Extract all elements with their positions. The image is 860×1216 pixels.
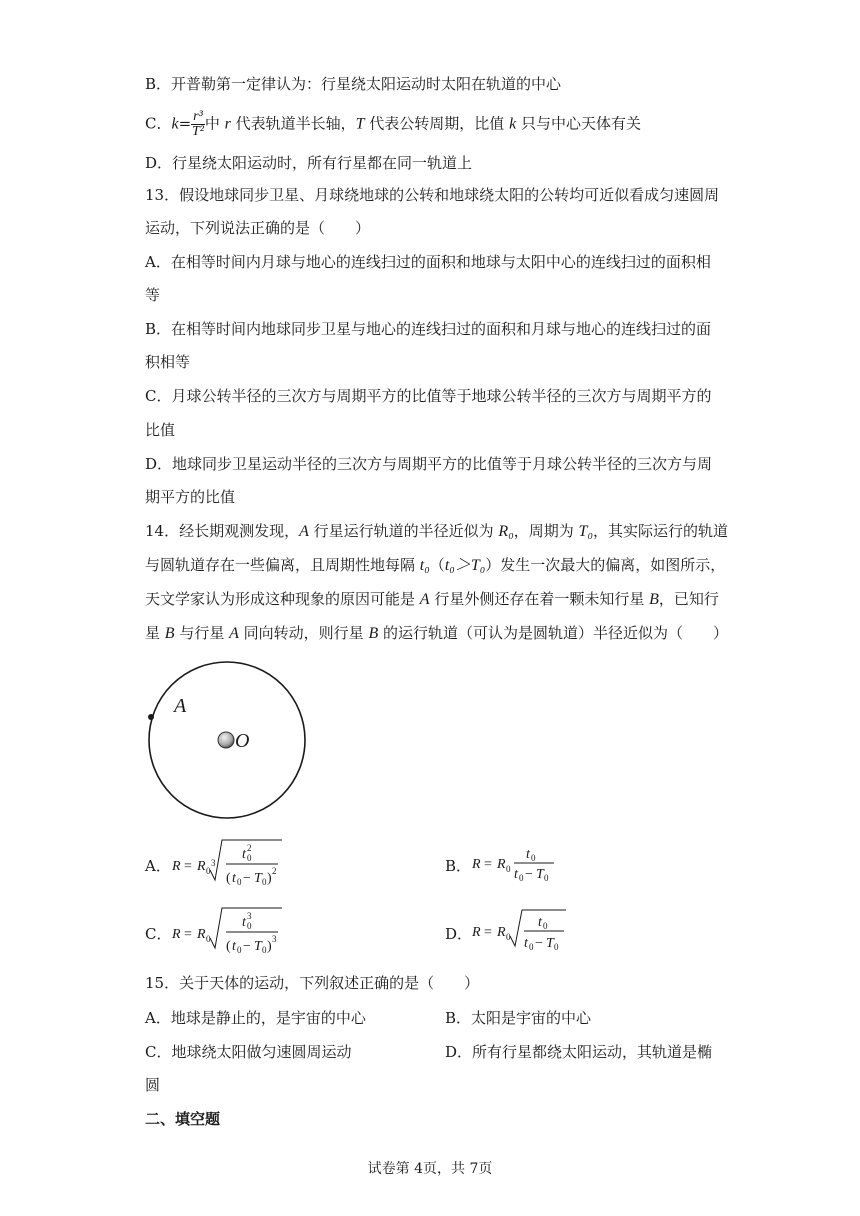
svg-text:3: 3 [211,858,216,868]
center-o-label: O [235,730,250,752]
svg-text:t: t [242,847,246,862]
q12-option-c: C．k= $\frac{\text{r³}}{\text{T²}}$ 中 r 代表轨道半长轴，T 代表公转周期，比值 k 只与中心天体有关 [145,109,641,139]
q13-option-d-line2: 期平方的比值 [145,488,236,506]
svg-text:T: T [546,936,554,951]
svg-text:=: = [184,927,192,942]
svg-text:R: R [172,927,181,942]
q13-option-c-line2: 比值 [145,421,176,439]
q15-option-c: C．地球绕太阳做匀速圆周运动 [145,1043,352,1061]
q14-stem-line4: 星 B 与行星 A 同向转动，则行星 B 的运行轨道（可认为是圆轨道）半径近似为（ ） [145,624,728,642]
svg-text:t: t [232,939,236,954]
svg-text:0: 0 [237,945,242,955]
svg-text:0: 0 [554,942,559,952]
central-star [218,732,234,748]
q14-stem-line1: 14．经长期观测发现，A 行星运行轨道的半径近似为 R₀，周期为 T₀，其实际运行的轨道 [145,522,729,540]
q14-stem-line2: 与圆轨道存在一些偏离，且周期性地每隔 t₀（t₀＞T₀）发生一次最大的偏离，如图所示， [145,556,726,574]
kepler-fraction: $\frac{\text{r³}}{\text{T²}}$ [192,109,204,139]
svg-text:R: R [472,925,481,940]
q13-option-d-line1: D．地球同步卫星运动半径的三次方与周期平方的比值等于月球公转半径的三次方与周 [145,455,713,473]
svg-text:t: t [242,915,246,930]
svg-text:=: = [484,857,492,872]
svg-text:=: = [484,925,492,940]
svg-text:0: 0 [506,932,511,942]
q13-option-a-line1: A．在相等时间内月球与地心的连线扫过的面积和地球与太阳中心的连线扫过的面积相 [145,253,711,271]
q13-option-b-line2: 积相等 [145,353,191,371]
q12-option-d: D．行星绕太阳运动时，所有行星都在同一轨道上 [145,154,473,172]
svg-text:R: R [472,857,481,872]
q14-option-b-label: B． [445,857,472,875]
q14-option-c-formula [170,904,285,962]
svg-text:3: 3 [247,911,252,921]
svg-text:0: 0 [543,921,548,931]
q15-option-b: B．太阳是宇宙的中心 [445,1009,592,1027]
svg-text:): ) [267,939,272,954]
svg-text:0: 0 [531,853,536,863]
svg-text:R: R [497,857,506,872]
svg-text:t: t [538,915,542,930]
svg-text:3: 3 [272,934,277,944]
q15-option-a: A．地球是静止的，是宇宙的中心 [145,1009,366,1027]
svg-text:−: − [525,867,533,882]
svg-text:2: 2 [247,843,252,853]
q15-option-d-line2: 圆 [145,1076,161,1094]
q14-option-c-label: C． [145,925,172,943]
svg-text:T: T [254,871,262,886]
svg-text:): ) [267,871,272,886]
svg-text:0: 0 [206,934,211,944]
planet-a-dot [148,714,154,720]
svg-text:0: 0 [206,866,211,876]
q13-option-a-line2: 等 [145,286,161,304]
svg-text:T: T [536,867,544,882]
q14-option-a-label: A． [145,857,171,875]
svg-text:t: t [514,867,518,882]
svg-text:0: 0 [247,921,252,931]
q15-option-d-line1: D．所有行星都绕太阳运动，其轨道是椭 [445,1043,713,1061]
page-footer: 试卷第 4页，共 7页 [367,1161,493,1177]
q14-stem-line3: 天文学家认为形成这种现象的原因可能是 A 行星外侧还存在着一颗未知行星 B，已知行 [145,590,719,608]
q15-stem: 15．关于天体的运动，下列叙述正确的是（ ） [145,974,480,992]
q13-stem-line1: 13．假设地球同步卫星、月球绕地球的公转和地球绕太阳的公转均可近似看成匀速圆周 [145,186,720,204]
svg-text:0: 0 [262,945,267,955]
svg-text:2: 2 [272,866,277,876]
orbit-diagram [140,650,310,820]
svg-text:R: R [197,927,206,942]
svg-text:(: ( [226,871,231,886]
svg-text:0: 0 [544,873,549,883]
planet-a-label: A [174,695,187,717]
svg-text:=: = [184,859,192,874]
q13-option-c-line1: C．月球公转半径的三次方与周期平方的比值等于地球公转半径的三次方与周期平方的 [145,387,712,405]
svg-text:0: 0 [262,877,267,887]
svg-text:T: T [254,939,262,954]
svg-text:0: 0 [529,942,534,952]
svg-text:R: R [172,859,181,874]
q14-option-a-formula [170,836,285,894]
svg-text:t: t [524,936,528,951]
q14-option-d-formula [470,906,570,958]
q14-option-d-label: D． [445,925,473,943]
svg-text:t: t [526,847,530,862]
svg-text:0: 0 [519,873,524,883]
svg-text:t: t [232,871,236,886]
q12-option-b: B．开普勒第一定律认为：行星绕太阳运动时太阳在轨道的中心 [145,75,562,93]
svg-text:0: 0 [237,877,242,887]
q13-stem-line2: 运动，下列说法正确的是（ ） [145,219,371,237]
q14-option-b-formula [470,842,560,888]
svg-text:0: 0 [247,853,252,863]
q13-option-b-line1: B．在相等时间内地球同步卫星与地心的连线扫过的面积和月球与地心的连线扫过的面 [145,320,712,338]
svg-text:−: − [535,936,543,951]
section-fill-in-heading: 二、填空题 [145,1110,221,1128]
svg-text:0: 0 [506,864,511,874]
svg-text:−: − [243,871,251,886]
svg-text:−: − [243,939,251,954]
svg-text:R: R [197,859,206,874]
svg-text:R: R [497,925,506,940]
svg-text:(: ( [226,939,231,954]
